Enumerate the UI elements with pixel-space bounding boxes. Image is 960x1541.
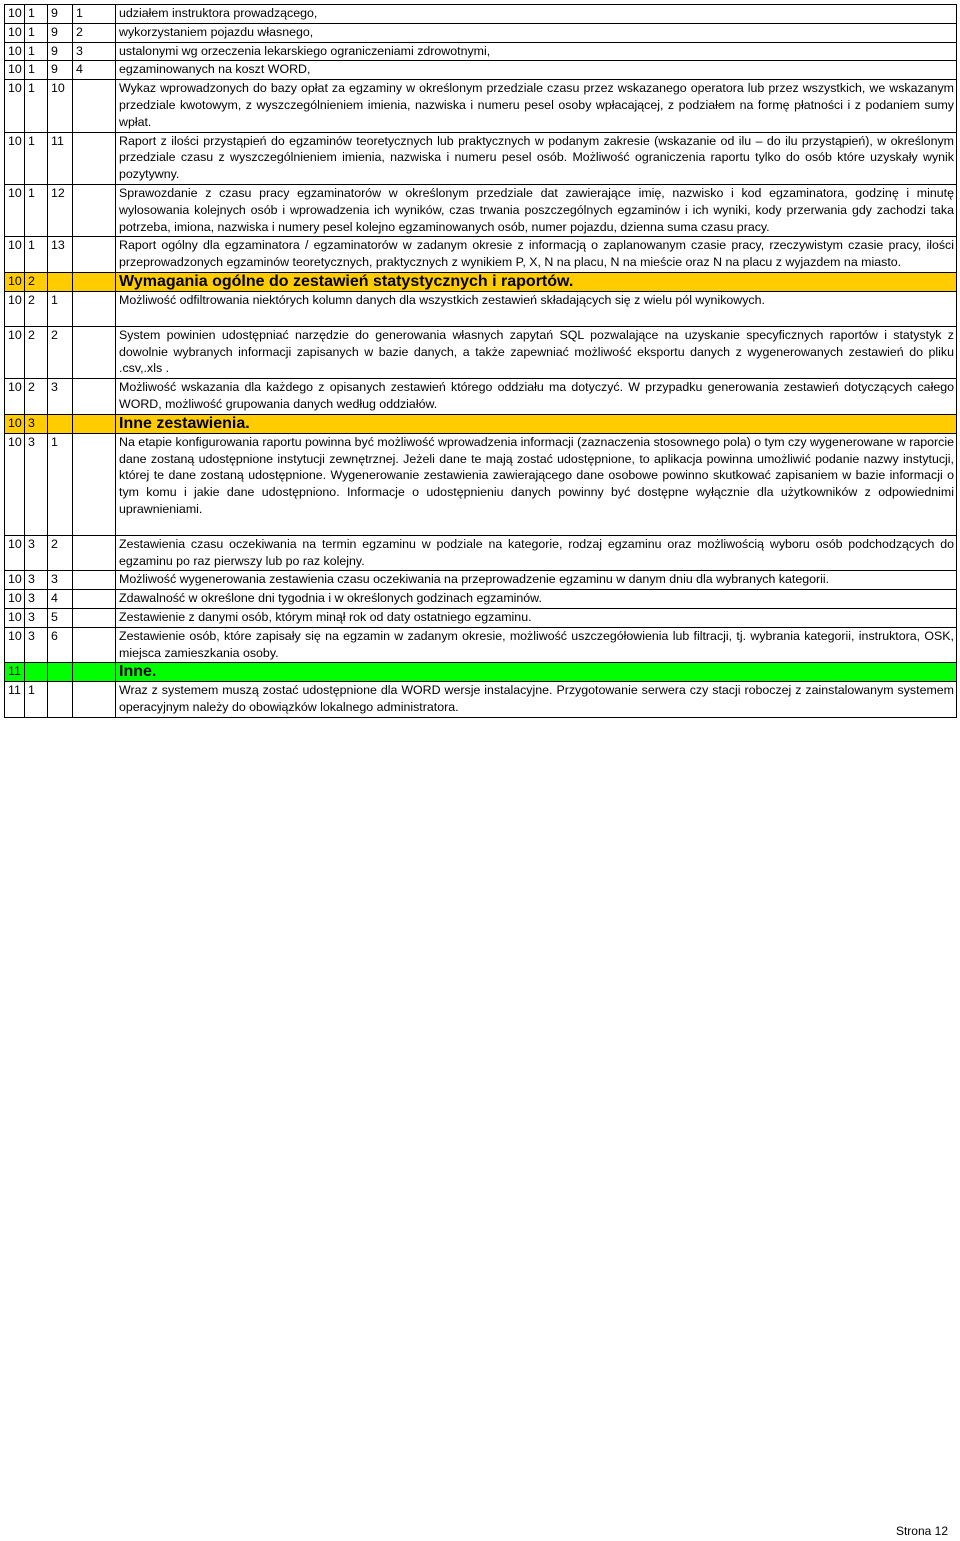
number-cell: 1	[48, 291, 73, 326]
number-cell: 12	[48, 184, 73, 236]
number-cell	[48, 663, 73, 682]
number-cell: 11	[5, 682, 25, 718]
number-cell: 1	[25, 80, 48, 132]
section-title: Inne zestawienia.	[116, 414, 957, 433]
number-cell: 1	[73, 5, 116, 24]
requirement-text: Raport ogólny dla egzaminatora / egzaminatorów w zadanym okresie z informacją o zaplanowanym czasie pracy, rzeczywistym czasie pracy, ilości przeprowadzonych egzaminów teoretycznych, praktycznych z wynikiem P, X, N na placu, N na mieście oraz N na placu z wyjazdem na miasto.	[116, 237, 957, 273]
number-cell: 10	[48, 80, 73, 132]
section-header-row	[5, 414, 957, 433]
number-cell	[73, 414, 116, 433]
number-cell: 3	[48, 571, 73, 590]
requirement-text: System powinien udostępniać narzędzie do generowania własnych zapytań SQL pozwalające na uzyskanie specyficznych raportów i statystyk z dowolnie wybranych informacji zapisanych w bazie danych, a także zapewniać możliwość eksportu danych z wygenerowanych zestawień do pliku .csv,.xls .	[116, 326, 957, 378]
number-cell: 2	[48, 535, 73, 571]
table-row	[5, 5, 957, 24]
number-cell: 2	[25, 291, 48, 326]
number-cell	[73, 272, 116, 291]
number-cell: 3	[48, 379, 73, 415]
requirement-text: Wykaz wprowadzonych do bazy opłat za egzaminy w określonym przedziale czasu przez wskazanego operatora lub przez wszystkich, we wskazanym przedziale kwotowym, z wyszczególnieniem imienia, nazwiska i numeru pesel osoby wpłacającej, z podziałem na formę płatności i z podaniem sumy wpłat.	[116, 80, 957, 132]
number-cell: 10	[5, 590, 25, 609]
number-cell	[73, 184, 116, 236]
number-cell	[73, 132, 116, 184]
table-row	[5, 590, 957, 609]
number-cell	[73, 379, 116, 415]
requirement-text: Możliwość wygenerowania zestawienia czasu oczekiwania na przeprowadzenie egzaminu w danym dniu dla wybranych kategorii.	[116, 571, 957, 590]
number-cell: 3	[73, 42, 116, 61]
page-number: Strona 12	[895, 1524, 948, 1538]
number-cell: 3	[25, 590, 48, 609]
number-cell: 5	[48, 608, 73, 627]
number-cell: 10	[5, 272, 25, 291]
number-cell: 3	[25, 535, 48, 571]
requirement-text: Zestawienia czasu oczekiwania na termin egzaminu w podziale na kategorie, rodzaj egzaminu oraz możliwością wyboru osób podchodzących do egzaminu po raz pierwszy lub po raz kolejny.	[116, 535, 957, 571]
table-row	[5, 682, 957, 718]
number-cell	[48, 414, 73, 433]
requirement-text: Zestawienie z danymi osób, którym minął rok od daty ostatniego egzaminu.	[116, 608, 957, 627]
table-row	[5, 23, 957, 42]
number-cell: 3	[25, 627, 48, 663]
number-cell: 9	[48, 61, 73, 80]
number-cell: 3	[25, 414, 48, 433]
table-row	[5, 80, 957, 132]
number-cell	[48, 272, 73, 291]
number-cell: 2	[25, 326, 48, 378]
number-cell	[73, 590, 116, 609]
requirement-text: egzaminowanych na koszt WORD,	[116, 61, 957, 80]
number-cell: 11	[48, 132, 73, 184]
number-cell: 4	[48, 590, 73, 609]
number-cell: 1	[25, 132, 48, 184]
number-cell	[73, 663, 116, 682]
number-cell: 10	[5, 608, 25, 627]
number-cell: 10	[5, 291, 25, 326]
table-row	[5, 291, 957, 326]
requirement-text: Na etapie konfigurowania raportu powinna być możliwość wprowadzenia informacji (zaznaczenia stosownego pola) o tym czy wygenerowane w raporcie dane zostaną udostępnione instytucji zewnętrznej. Jeżeli dane te mają zostać udostępnione, to aplikacja powinna umożliwić podanie nazwy instytucji, której te dane zostaną udostępnione. Wygenerowanie zestawienia zawierającego dane osobowe powinno skutkować zapisaniem w bazie informacji o tym komu i jakie dane udostępniono. Informacje o udostępnieniu danych powinny być dostępne wyłącznie dla użytkowników z odpowiednimi uprawnieniami.	[116, 433, 957, 535]
number-cell	[73, 237, 116, 273]
number-cell: 2	[48, 326, 73, 378]
table-row	[5, 433, 957, 535]
section-header-row	[5, 663, 957, 682]
requirement-text: Wraz z systemem muszą zostać udostępnione dla WORD wersje instalacyjne. Przygotowanie serwera czy stacji roboczej z zainstalowanym systemem operacyjnym należy do obowiązków lokalnego administratora.	[116, 682, 957, 718]
number-cell	[48, 682, 73, 718]
requirements-table-body	[5, 5, 957, 718]
number-cell: 9	[48, 5, 73, 24]
number-cell: 10	[5, 379, 25, 415]
number-cell: 10	[5, 61, 25, 80]
number-cell: 1	[25, 682, 48, 718]
number-cell: 10	[5, 433, 25, 535]
table-row	[5, 184, 957, 236]
number-cell: 11	[5, 663, 25, 682]
number-cell	[73, 535, 116, 571]
table-row	[5, 132, 957, 184]
table-row	[5, 535, 957, 571]
requirement-text: Zestawienie osób, które zapisały się na egzamin w zadanym okresie, możliwość uszczegółowienia lub filtracji, tj. wybrania kategorii, instruktora, OSK, miejsca zamieszkania osoby.	[116, 627, 957, 663]
number-cell: 13	[48, 237, 73, 273]
number-cell: 10	[5, 42, 25, 61]
table-row	[5, 571, 957, 590]
requirement-text: wykorzystaniem pojazdu własnego,	[116, 23, 957, 42]
number-cell: 6	[48, 627, 73, 663]
requirement-text: Możliwość wskazania dla każdego z opisanych zestawień którego oddziału ma dotyczyć. W przypadku generowania zestawień dotyczących całego WORD, możliwość grupowania danych według oddziałów.	[116, 379, 957, 415]
number-cell	[73, 682, 116, 718]
number-cell: 10	[5, 80, 25, 132]
number-cell: 1	[25, 237, 48, 273]
number-cell: 10	[5, 627, 25, 663]
number-cell: 3	[25, 571, 48, 590]
table-row	[5, 379, 957, 415]
table-row	[5, 42, 957, 61]
number-cell: 10	[5, 571, 25, 590]
number-cell: 2	[25, 379, 48, 415]
requirement-text: Raport z ilości przystąpień do egzaminów teoretycznych lub praktycznych w podanym zakresie (wskazanie od ilu – do ilu przystąpień), w określonym przedziale czasu z wyszczególnieniem imienia, nazwiska i numeru pesel osób. Możliwość ograniczenia raportu tylko do osób które uzyskały wynik pozytywny.	[116, 132, 957, 184]
requirements-table	[4, 4, 957, 718]
number-cell	[73, 627, 116, 663]
requirement-text: Sprawozdanie z czasu pracy egzaminatorów w określonym przedziale dat zawierające imię, nazwisko i kod egzaminatora, godzinę i minutę wylosowania kolejnych osób i wprowadzenia ich wyników, czas trwania poszczególnych egzaminów i ich wyniki, kody przerwania gdy zachodzi taka potrzeba, imiona, nazwiska i numery pesel kolejno egzaminowanych osób, numer pojazdu, dzienna suma czasu pracy.	[116, 184, 957, 236]
number-cell	[73, 326, 116, 378]
number-cell	[25, 663, 48, 682]
number-cell: 1	[25, 23, 48, 42]
number-cell: 10	[5, 23, 25, 42]
number-cell: 9	[48, 23, 73, 42]
number-cell: 10	[5, 184, 25, 236]
number-cell: 9	[48, 42, 73, 61]
number-cell: 2	[25, 272, 48, 291]
requirement-text: udziałem instruktora prowadzącego,	[116, 5, 957, 24]
number-cell	[73, 571, 116, 590]
table-row	[5, 237, 957, 273]
number-cell: 4	[73, 61, 116, 80]
number-cell	[73, 80, 116, 132]
number-cell: 1	[25, 184, 48, 236]
requirement-text: Zdawalność w określone dni tygodnia i w określonych godzinach egzaminów.	[116, 590, 957, 609]
number-cell: 10	[5, 414, 25, 433]
number-cell: 10	[5, 326, 25, 378]
number-cell: 3	[25, 608, 48, 627]
table-row	[5, 608, 957, 627]
section-title: Wymagania ogólne do zestawień statystycznych i raportów.	[116, 272, 957, 291]
section-title: Inne.	[116, 663, 957, 682]
section-header-row	[5, 272, 957, 291]
table-row	[5, 627, 957, 663]
number-cell: 1	[25, 5, 48, 24]
number-cell	[73, 433, 116, 535]
requirement-text: ustalonymi wg orzeczenia lekarskiego ograniczeniami zdrowotnymi,	[116, 42, 957, 61]
number-cell: 10	[5, 132, 25, 184]
number-cell: 1	[48, 433, 73, 535]
number-cell: 10	[5, 237, 25, 273]
number-cell: 3	[25, 433, 48, 535]
number-cell	[73, 608, 116, 627]
number-cell	[73, 291, 116, 326]
number-cell: 2	[73, 23, 116, 42]
table-row	[5, 61, 957, 80]
number-cell: 10	[5, 535, 25, 571]
table-row	[5, 326, 957, 378]
requirement-text: Możliwość odfiltrowania niektórych kolumn danych dla wszystkich zestawień składających się z wielu pól wynikowych.	[116, 291, 957, 326]
number-cell: 1	[25, 61, 48, 80]
number-cell: 1	[25, 42, 48, 61]
number-cell: 10	[5, 5, 25, 24]
